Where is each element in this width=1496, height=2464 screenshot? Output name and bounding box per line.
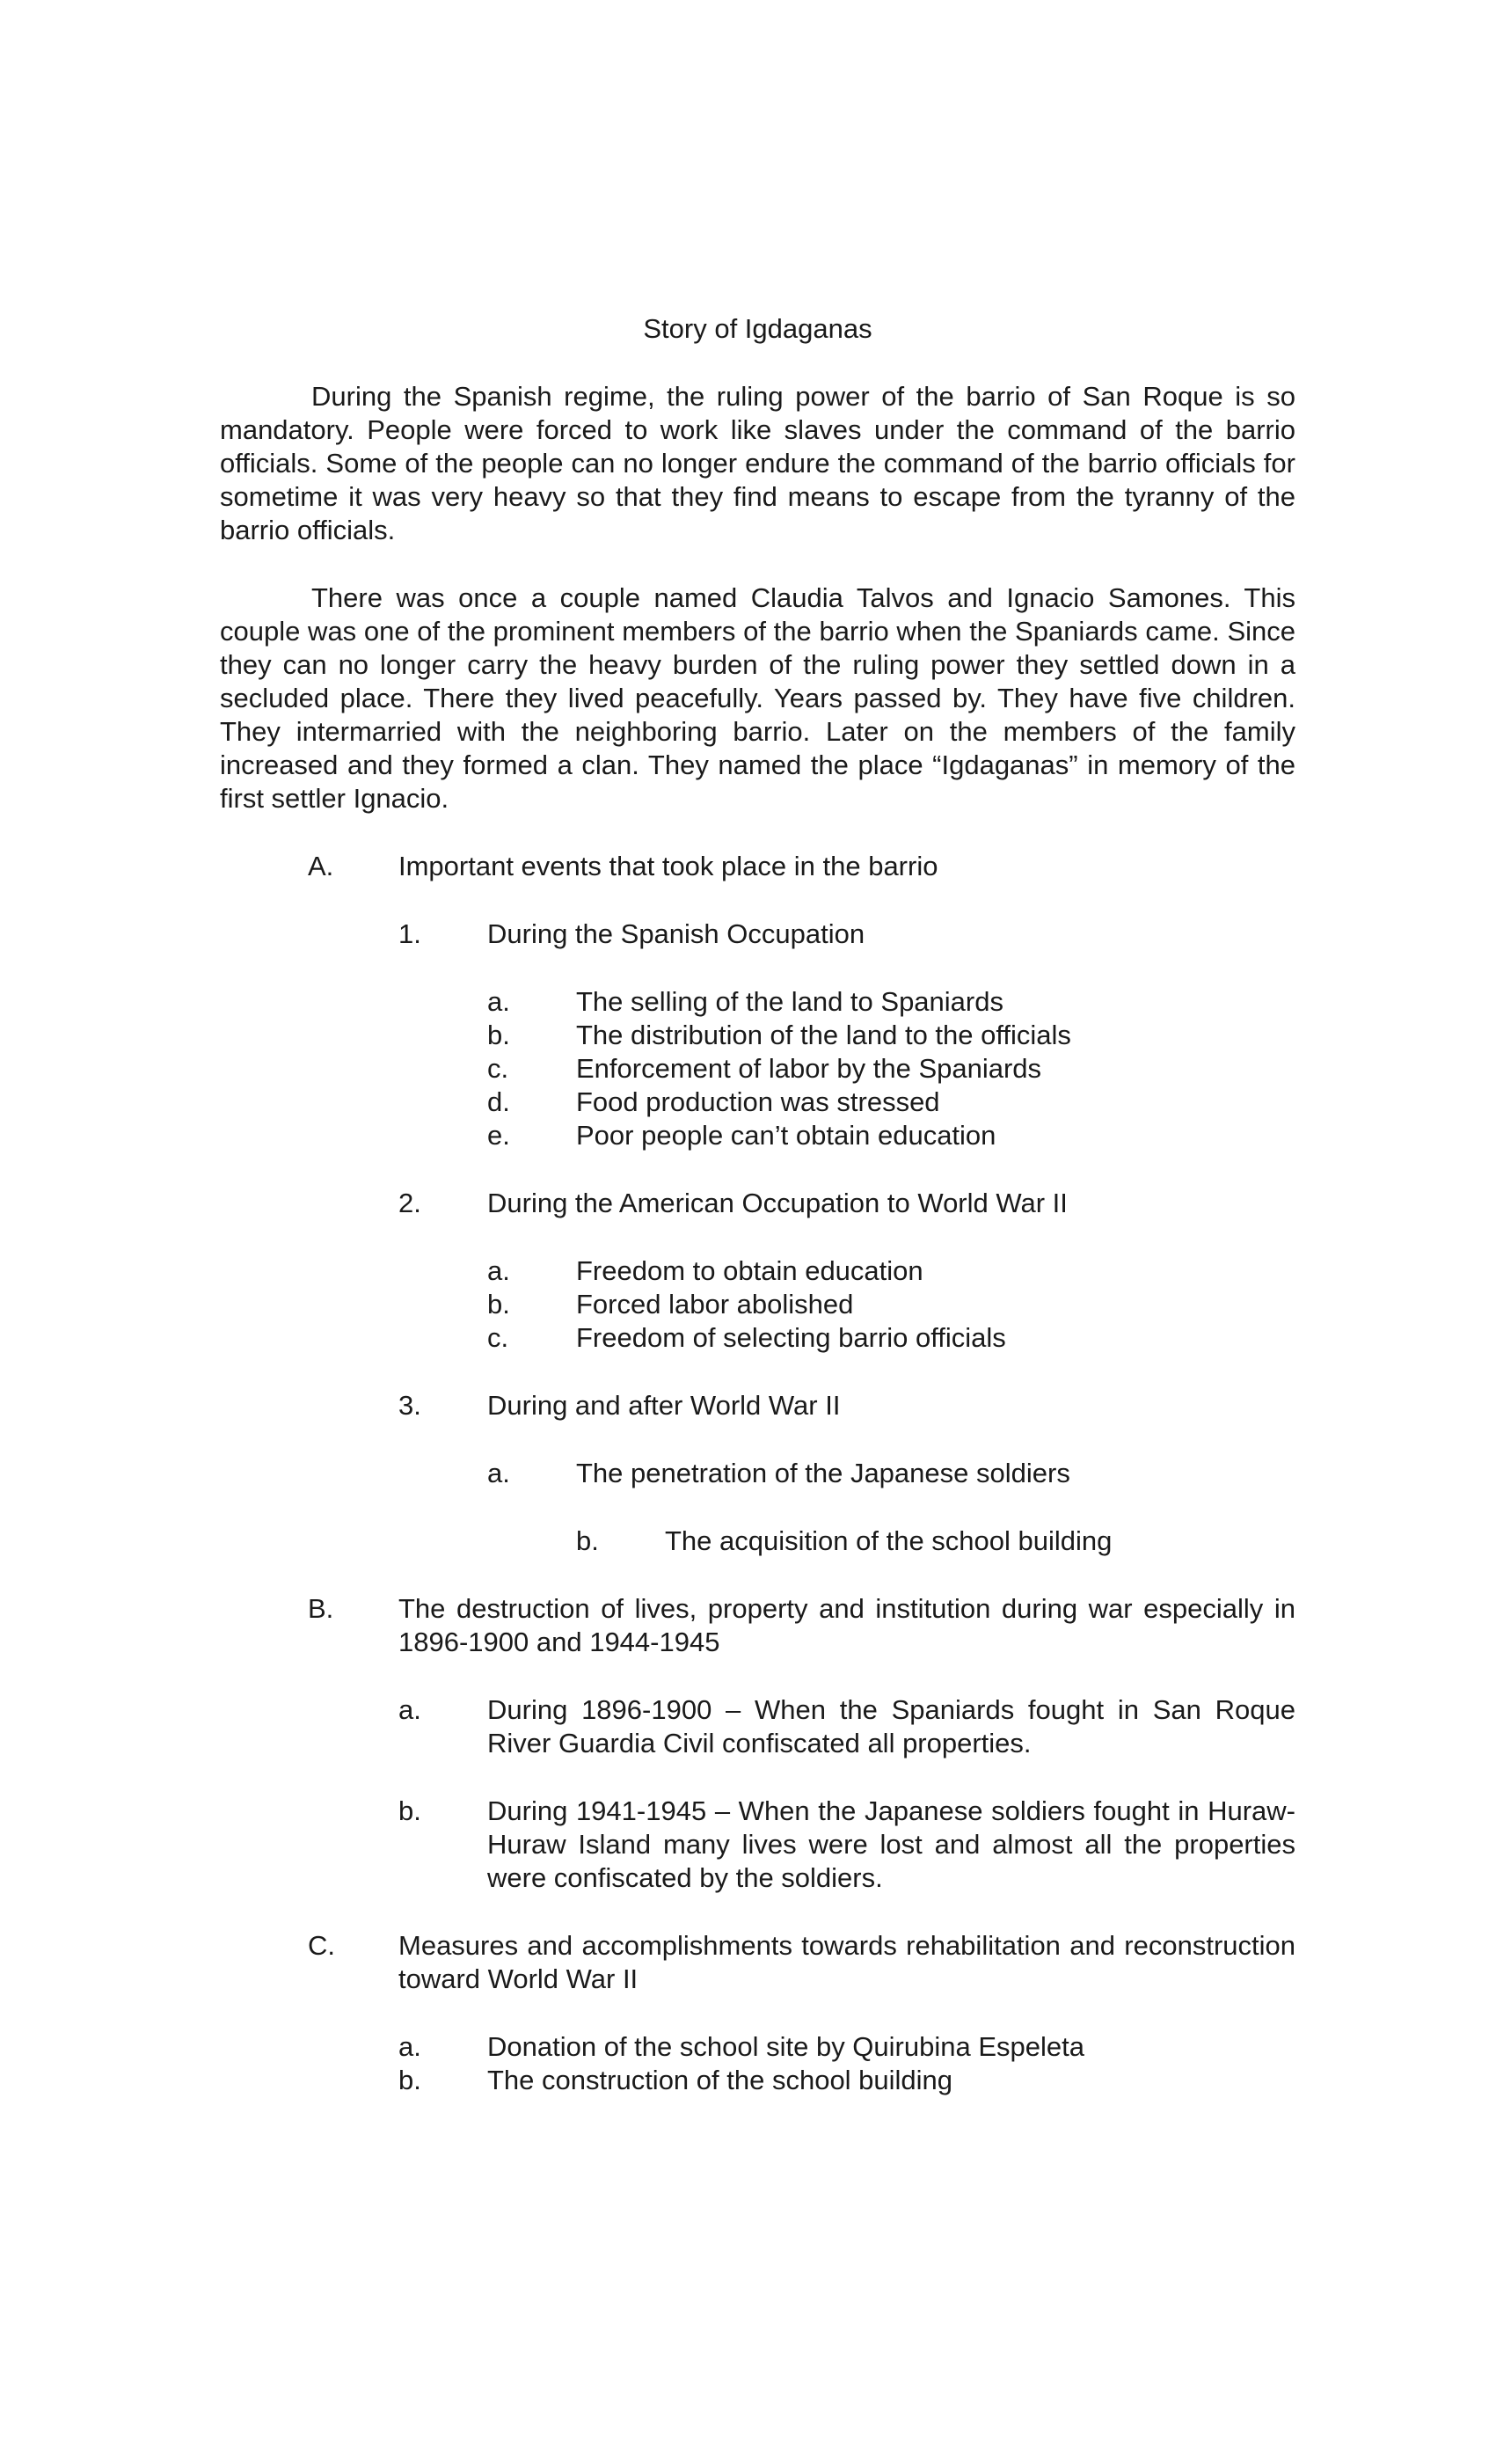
- sub-label: c.: [487, 1322, 509, 1353]
- list-item: [220, 1019, 1295, 1052]
- list-item: [220, 2064, 1295, 2097]
- list-item: [220, 1288, 1295, 1321]
- section-a-label: A.: [308, 851, 334, 881]
- page-title: Story of Igdaganas: [643, 313, 872, 344]
- list-item: [220, 1693, 1295, 1760]
- section-a: [220, 850, 1295, 883]
- section-b-text: The destruction of lives, property and institution during war especially in 1896-1900 and 1944-1945: [398, 1593, 1295, 1657]
- sub-text: During 1896-1900 – When the Spaniards fought in San Roque River Guardia Civil confiscated all properties.: [487, 1694, 1295, 1758]
- sub-label: c.: [487, 1053, 509, 1084]
- sub-label: e.: [487, 1120, 510, 1151]
- section-c-text: Measures and accomplishments towards rehabilitation and reconstruction toward World War II: [398, 1930, 1295, 1994]
- list-item: [220, 2030, 1295, 2064]
- item-1-label: 1.: [398, 918, 421, 949]
- document-page: [220, 312, 1295, 2097]
- list-item: [220, 1052, 1295, 1086]
- sub-text: Freedom to obtain education: [576, 1255, 923, 1286]
- item-1-text: During the Spanish Occupation: [487, 918, 865, 949]
- section-b-label: B.: [308, 1593, 334, 1624]
- list-item: [220, 1524, 1295, 1558]
- sub-label: a.: [487, 1458, 510, 1488]
- sub-label: a.: [487, 986, 510, 1017]
- sub-label: a.: [398, 2031, 421, 2062]
- sub-text: Enforcement of labor by the Spaniards: [576, 1053, 1042, 1084]
- sub-text: Freedom of selecting barrio officials: [576, 1322, 1006, 1353]
- list-item: [220, 1457, 1295, 1490]
- list-item: [220, 1321, 1295, 1355]
- sub-text: Donation of the school site by Quirubina Espeleta: [487, 2031, 1084, 2062]
- list-item: [220, 1086, 1295, 1119]
- sub-text: The penetration of the Japanese soldiers: [576, 1458, 1070, 1488]
- sub-text: The construction of the school building: [487, 2065, 953, 2095]
- item-3-label: 3.: [398, 1390, 421, 1421]
- section-c-label: C.: [308, 1930, 335, 1961]
- sub-label: b.: [398, 2065, 421, 2095]
- section-a-text: Important events that took place in the barrio: [398, 851, 938, 881]
- sub-label: a.: [398, 1694, 421, 1725]
- list-item: [220, 1389, 1295, 1422]
- section-c: [220, 1929, 1295, 1996]
- sub-text: The acquisition of the school building: [665, 1525, 1113, 1556]
- section-b: [220, 1592, 1295, 1659]
- sub-text: During 1941-1945 – When the Japanese soldiers fought in Huraw-Huraw Island many lives were lost and almost all the properties were confiscated by the soldiers.: [487, 1795, 1295, 1893]
- item-3-text: During and after World War II: [487, 1390, 841, 1421]
- sub-text: The selling of the land to Spaniards: [576, 986, 1003, 1017]
- sub-text: Food production was stressed: [576, 1086, 940, 1117]
- item-2-text: During the American Occupation to World War II: [487, 1188, 1068, 1218]
- sub-label: b.: [487, 1289, 510, 1320]
- sub-label: b.: [398, 1795, 421, 1826]
- sub-text: Poor people can’t obtain education: [576, 1120, 996, 1151]
- list-item: [220, 918, 1295, 951]
- list-item: [220, 1254, 1295, 1288]
- sub-label: b.: [487, 1020, 510, 1050]
- sub-text: Forced labor abolished: [576, 1289, 854, 1320]
- list-item: [220, 985, 1295, 1019]
- sub-text: The distribution of the land to the officials: [576, 1020, 1071, 1050]
- outline: [220, 850, 1295, 2097]
- sub-label: a.: [487, 1255, 510, 1286]
- paragraph-1: During the Spanish regime, the ruling power of the barrio of San Roque is so mandatory. People were forced to work like slaves under the command of the barrio officials. Some of the people can no longer endure the command of the barrio officials for sometime it was very heavy so that they find means to escape from the tyranny of the barrio officials.: [220, 381, 1295, 545]
- sub-label: b.: [576, 1525, 599, 1556]
- paragraph-2: There was once a couple named Claudia Talvos and Ignacio Samones. This couple was one of the prominent members of the barrio when the Spaniards came. Since they can no longer carry the heavy burden of the ruling power they settled down in a secluded place. There they lived peacefully. Years passed by. They have five children. They intermarried with the neighboring barrio. Later on the members of the family increased and they formed a clan. They named the place “Igdaganas” in memory of the first settler Ignacio.: [220, 582, 1295, 814]
- item-2-label: 2.: [398, 1188, 421, 1218]
- list-item: [220, 1187, 1295, 1220]
- list-item: [220, 1119, 1295, 1152]
- sub-label: d.: [487, 1086, 510, 1117]
- list-item: [220, 1795, 1295, 1895]
